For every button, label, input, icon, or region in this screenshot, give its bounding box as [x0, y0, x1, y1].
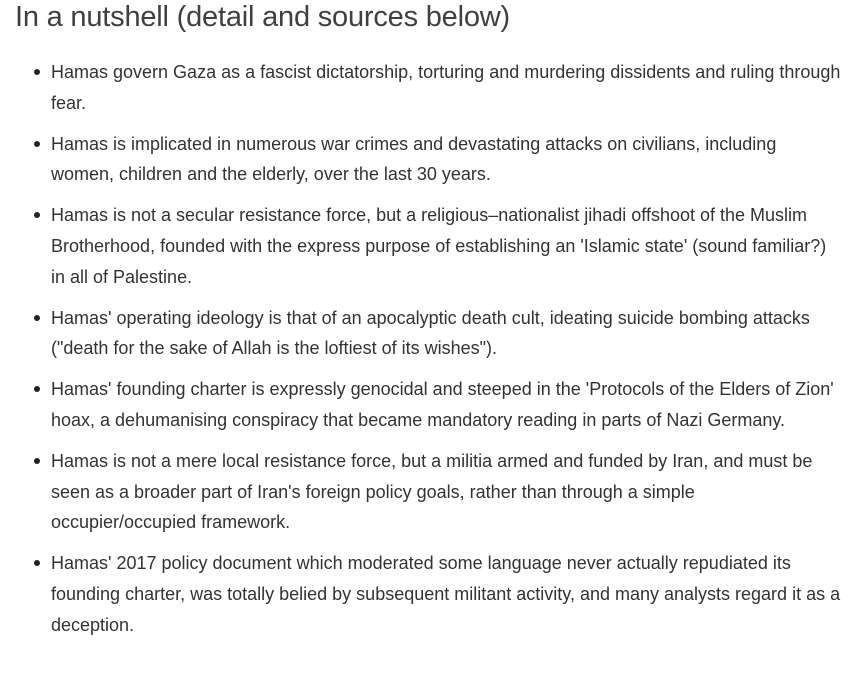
bullet-dot-icon	[34, 141, 40, 147]
bullet-text: Hamas is not a mere local resistance force, but a militia armed and funded by Iran, and must be seen as a broader part of Iran's foreign policy goals, rather than through a simple occupier/occupied framework.	[51, 450, 813, 533]
bullet-item	[0, 129, 863, 191]
bullet-dot-icon	[34, 69, 40, 75]
bullet-item	[0, 548, 863, 640]
bullet-item	[0, 446, 863, 538]
bullet-text: Hamas' founding charter is expressly genocidal and steeped in the 'Protocols of the Elders of Zion' hoax, a dehumanising conspiracy that became mandatory reading in parts of Nazi Germany.	[51, 379, 834, 430]
bullet-text: Hamas is implicated in numerous war crimes and devastating attacks on civilians, including women, children and the elderly, over the last 30 years.	[51, 133, 777, 185]
bullet-item	[0, 374, 863, 436]
section-heading: In a nutshell (detail and sources below)	[15, 1, 510, 33]
bullet-dot-icon	[34, 212, 40, 218]
bullet-text: Hamas' operating ideology is that of an apocalyptic death cult, ideating suicide bombing attacks ("death for the sake of Allah is the loftiest of its wishes").	[51, 307, 810, 359]
bullet-dot-icon	[34, 560, 40, 566]
bullet-item	[0, 200, 863, 292]
bullet-item	[0, 303, 863, 365]
bullet-dot-icon	[34, 458, 40, 464]
bullet-text: Hamas govern Gaza as a fascist dictatorship, torturing and murdering dissidents and ruling through fear.	[51, 62, 841, 113]
bullet-dot-icon	[34, 315, 40, 321]
bullet-dot-icon	[34, 386, 40, 392]
bullet-item	[0, 57, 863, 119]
bullet-text: Hamas' 2017 policy document which moderated some language never actually repudiated its founding charter, was totally belied by subsequent militant activity, and many analysts regard it as a deception.	[51, 553, 841, 635]
bullet-list	[0, 57, 863, 651]
bullet-text: Hamas is not a secular resistance force, but a religious–nationalist jihadi offshoot of the Muslim Brotherhood, founded with the express purpose of establishing an 'Islamic state' (sound familiar?) in all of Palestine.	[51, 205, 827, 287]
